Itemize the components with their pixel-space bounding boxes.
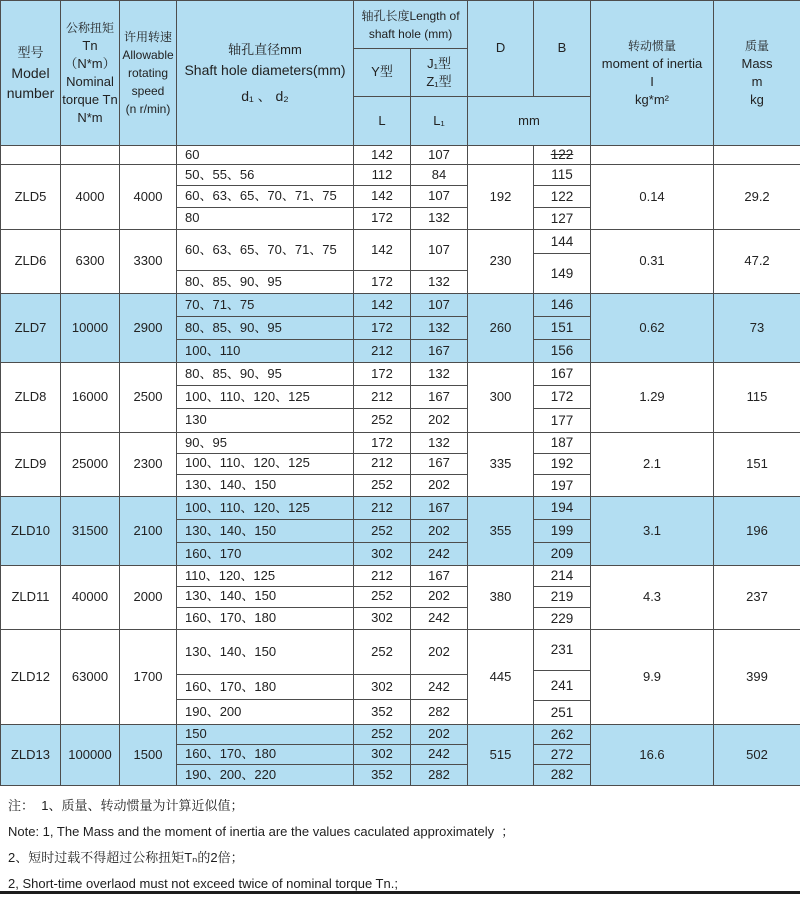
length-L1-cell: 107 [411, 146, 468, 165]
torque-en1: Nominal [61, 73, 119, 91]
shaft-diameters-cell: 80、85、90、95 [177, 363, 354, 386]
B-cell [534, 146, 591, 165]
B-cell [534, 294, 591, 363]
z-type: Z₁型 [411, 73, 467, 91]
note-line-cn-2: 2、短时过载不得超过公称扭矩Tₙ的2倍； [8, 845, 792, 871]
B-value: 209 [534, 543, 590, 565]
shaft-diameters-cell: 130、140、150 [177, 474, 354, 496]
table-row [1, 433, 800, 454]
length-L-cell: 172 [354, 207, 411, 229]
speed-cell: 2100 [120, 497, 177, 566]
speed-cell: 1500 [120, 725, 177, 786]
shaft-symbols: d₁ 、 d₂ [177, 86, 353, 106]
note-line-cn-1: 注： 1、质量、转动惯量为计算近似值； [8, 793, 792, 819]
shaft-diameters-cell: 80 [177, 207, 354, 229]
D-cell: 260 [468, 294, 534, 363]
length-L1-cell: 242 [411, 543, 468, 566]
j-type: J₁型 [411, 55, 467, 73]
mass-cell: 73 [714, 294, 800, 363]
length-L1-cell: 282 [411, 700, 468, 725]
torque-cell: 4000 [61, 165, 120, 230]
model-cell: ZLD5 [1, 165, 61, 230]
inertia-cell: 9.9 [591, 630, 714, 725]
mass-en: Mass [714, 55, 800, 73]
B-value: 229 [534, 608, 590, 629]
shaft-diameters-cell: 160、170 [177, 543, 354, 566]
shaft-diameters-cell: 100、110 [177, 340, 354, 363]
mass-cell: 237 [714, 566, 800, 630]
B-value: 115 [534, 165, 590, 186]
col-header-L: L [354, 97, 411, 146]
length-L1-cell: 242 [411, 675, 468, 700]
B-value: 127 [534, 208, 590, 229]
length-L-cell: 212 [354, 497, 411, 520]
length-L-cell: 302 [354, 543, 411, 566]
speed-cell: 2500 [120, 363, 177, 433]
B-cell [534, 165, 591, 230]
length-L1-cell: 202 [411, 408, 468, 432]
D-cell: 230 [468, 230, 534, 294]
B-value: 214 [534, 566, 590, 587]
D-cell: 380 [468, 566, 534, 630]
length-L-cell: 172 [354, 363, 411, 386]
length-L-cell: 212 [354, 385, 411, 408]
model-cell: ZLD9 [1, 433, 61, 497]
B-value: 151 [534, 317, 590, 340]
B-value: 144 [534, 230, 590, 254]
B-cell [534, 725, 591, 786]
shaft-diameters-cell: 160、170、180 [177, 607, 354, 629]
torque-cell: 100000 [61, 725, 120, 786]
length-L-cell: 142 [354, 185, 411, 207]
shaft-diameters-cell: 130、140、150 [177, 520, 354, 543]
B-cell [534, 363, 591, 433]
torque-cell [61, 146, 120, 165]
inertia-en: moment of inertia [591, 55, 713, 73]
length-L1-cell: 132 [411, 317, 468, 340]
torque-cell: 63000 [61, 630, 120, 725]
length-L1-cell: 167 [411, 497, 468, 520]
inertia-cell: 3.1 [591, 497, 714, 566]
table-row [1, 146, 800, 165]
model-cell: ZLD10 [1, 497, 61, 566]
B-cell [534, 566, 591, 630]
length-L1-cell: 242 [411, 744, 468, 764]
shaft-diameters-cell: 100、110、120、125 [177, 385, 354, 408]
shaft-diameters-cell: 90、95 [177, 433, 354, 454]
inertia-cell: 16.6 [591, 725, 714, 786]
col-header-model-en1: Model [1, 63, 60, 83]
speed-cell: 2000 [120, 566, 177, 630]
mass-cell: 399 [714, 630, 800, 725]
mass-cell [714, 146, 800, 165]
shaft-cn: 轴孔直径mm [177, 40, 353, 60]
length-L-cell: 252 [354, 630, 411, 675]
col-header-mass [714, 1, 800, 146]
mass-cell: 151 [714, 433, 800, 497]
mass-symbol: m [714, 73, 800, 91]
shaft-diameters-cell: 150 [177, 725, 354, 745]
col-header-L1: L₁ [411, 97, 468, 146]
B-value: 231 [534, 630, 590, 671]
table-row [1, 230, 800, 271]
B-value: 172 [534, 386, 590, 409]
length-L-cell: 252 [354, 520, 411, 543]
model-cell: ZLD8 [1, 363, 61, 433]
speed-cell [120, 146, 177, 165]
speed-cn: 许用转速 [120, 28, 176, 46]
table-row [1, 725, 800, 745]
inertia-cn: 转动惯量 [591, 37, 713, 55]
D-cell: 445 [468, 630, 534, 725]
table-row [1, 630, 800, 675]
length-L-cell: 252 [354, 586, 411, 607]
torque-cell: 31500 [61, 497, 120, 566]
length-L-cell: 302 [354, 744, 411, 764]
D-cell: 192 [468, 165, 534, 230]
torque-cell: 40000 [61, 566, 120, 630]
shaft-diameters-cell: 160、170、180 [177, 675, 354, 700]
model-cell: ZLD7 [1, 294, 61, 363]
B-cell [534, 433, 591, 497]
torque-cell: 6300 [61, 230, 120, 294]
col-header-model-cn: 型号 [1, 43, 60, 63]
col-header-model [1, 1, 61, 146]
length-L1-cell: 282 [411, 764, 468, 785]
length-L-cell: 142 [354, 294, 411, 317]
torque-unit: N*m [61, 109, 119, 127]
table-row [1, 566, 800, 587]
B-value: 219 [534, 587, 590, 608]
length-L-cell: 112 [354, 165, 411, 186]
length-L1-cell: 202 [411, 630, 468, 675]
table-row [1, 294, 800, 317]
D-cell: 355 [468, 497, 534, 566]
notes [0, 786, 800, 894]
length-L1-cell: 132 [411, 433, 468, 454]
mass-unit: kg [714, 91, 800, 109]
length-L-cell: 302 [354, 607, 411, 629]
length-L-cell: 172 [354, 317, 411, 340]
length-L-cell: 172 [354, 271, 411, 294]
D-cell: 515 [468, 725, 534, 786]
col-header-B: B [534, 1, 591, 97]
B-value: 177 [534, 409, 590, 432]
length-L-cell: 142 [354, 146, 411, 165]
torque-cell: 25000 [61, 433, 120, 497]
mass-cell: 47.2 [714, 230, 800, 294]
col-header-jz-type [411, 49, 468, 97]
length-L-cell: 212 [354, 453, 411, 474]
length-L1-cell: 202 [411, 474, 468, 496]
length-L1-cell: 167 [411, 453, 468, 474]
shaft-diameters-cell: 190、200、220 [177, 764, 354, 785]
col-header-shaft-length-group [354, 1, 468, 49]
shaft-diameters-cell: 70、71、75 [177, 294, 354, 317]
length-L1-cell: 107 [411, 294, 468, 317]
B-value: 272 [534, 745, 590, 765]
length-L-cell: 172 [354, 433, 411, 454]
torque-sym: Tn（N*m） [61, 37, 119, 73]
B-value: 199 [534, 520, 590, 543]
shaft-diameters-cell: 80、85、90、95 [177, 271, 354, 294]
table-row [1, 363, 800, 386]
length-L1-cell: 202 [411, 586, 468, 607]
inertia-cell: 0.31 [591, 230, 714, 294]
length-L1-cell: 202 [411, 725, 468, 745]
length-L1-cell: 132 [411, 271, 468, 294]
inertia-cell: 2.1 [591, 433, 714, 497]
B-value: 251 [534, 701, 590, 724]
length-L1-cell: 167 [411, 340, 468, 363]
B-cell [534, 497, 591, 566]
length-L1-cell: 107 [411, 185, 468, 207]
length-L-cell: 352 [354, 764, 411, 785]
shaft-diameters-cell: 130、140、150 [177, 630, 354, 675]
table-row [1, 165, 800, 186]
B-cell [534, 230, 591, 294]
inertia-unit: kg*m² [591, 91, 713, 109]
length-L1-cell: 84 [411, 165, 468, 186]
table-header [1, 1, 800, 146]
length-L1-cell: 242 [411, 607, 468, 629]
inertia-cell: 4.3 [591, 566, 714, 630]
shaft-diameters-cell: 60、63、65、70、71、75 [177, 230, 354, 271]
D-cell [468, 146, 534, 165]
B-value: 156 [534, 340, 590, 362]
model-cell [1, 146, 61, 165]
col-header-model-en2: number [1, 83, 60, 103]
B-value: 262 [534, 725, 590, 745]
model-cell: ZLD13 [1, 725, 61, 786]
col-header-speed [120, 1, 177, 146]
col-header-D: D [468, 1, 534, 97]
inertia-cell: 0.14 [591, 165, 714, 230]
length-L-cell: 352 [354, 700, 411, 725]
model-cell: ZLD6 [1, 230, 61, 294]
length-L-cell: 142 [354, 230, 411, 271]
mass-cell: 115 [714, 363, 800, 433]
col-header-torque [61, 1, 120, 146]
shaft-diameters-cell: 160、170、180 [177, 744, 354, 764]
length-L1-cell: 167 [411, 385, 468, 408]
inertia-symbol: I [591, 73, 713, 91]
B-value: 122 [534, 186, 590, 208]
shaft-diameters-cell: 100、110、120、125 [177, 453, 354, 474]
D-cell: 300 [468, 363, 534, 433]
inertia-cell [591, 146, 714, 165]
B-value: 122 [534, 146, 590, 164]
length-L1-cell: 132 [411, 363, 468, 386]
torque-cell: 10000 [61, 294, 120, 363]
D-cell: 335 [468, 433, 534, 497]
B-value: 282 [534, 765, 590, 785]
shaft-diameters-cell: 80、85、90、95 [177, 317, 354, 340]
length-L1-cell: 132 [411, 207, 468, 229]
length-L-cell: 252 [354, 408, 411, 432]
B-value: 192 [534, 454, 590, 475]
col-header-y-type: Y型 [354, 49, 411, 97]
mass-cell: 29.2 [714, 165, 800, 230]
torque-cell: 16000 [61, 363, 120, 433]
length-line1: 轴孔长度Length of [354, 7, 467, 25]
length-L-cell: 252 [354, 725, 411, 745]
speed-cell: 1700 [120, 630, 177, 725]
speed-en3: speed [120, 82, 176, 100]
speed-unit: (n r/min) [120, 100, 176, 118]
shaft-diameters-cell: 130、140、150 [177, 586, 354, 607]
model-cell: ZLD11 [1, 566, 61, 630]
table-body [1, 146, 800, 786]
length-L-cell: 252 [354, 474, 411, 496]
speed-cell: 2300 [120, 433, 177, 497]
shaft-diameters-cell: 60 [177, 146, 354, 165]
speed-en2: rotating [120, 64, 176, 82]
note-line-en-2: 2, Short-time overlaod must not exceed twice of nominal torque Tn.; [8, 871, 792, 897]
torque-cn: 公称扭矩 [61, 19, 119, 37]
B-value: 241 [534, 671, 590, 701]
B-value: 194 [534, 497, 590, 520]
length-L1-cell: 202 [411, 520, 468, 543]
length-L1-cell: 167 [411, 566, 468, 587]
torque-en2: torque Tn [61, 91, 119, 109]
B-value: 187 [534, 433, 590, 454]
B-cell [534, 630, 591, 725]
B-value: 197 [534, 475, 590, 496]
length-L-cell: 212 [354, 340, 411, 363]
speed-cell: 3300 [120, 230, 177, 294]
col-header-shaft-diameters [177, 1, 354, 146]
shaft-diameters-cell: 50、55、56 [177, 165, 354, 186]
inertia-cell: 1.29 [591, 363, 714, 433]
length-line2: shaft hole (mm) [354, 25, 467, 43]
B-value: 149 [534, 254, 590, 293]
length-L-cell: 212 [354, 566, 411, 587]
mass-cell: 502 [714, 725, 800, 786]
col-header-inertia [591, 1, 714, 146]
note-line-en-1: Note: 1, The Mass and the moment of inertia are the values caculated approximately ； [8, 819, 792, 845]
mass-cell: 196 [714, 497, 800, 566]
speed-cell: 2900 [120, 294, 177, 363]
B-value: 146 [534, 294, 590, 317]
shaft-diameters-cell: 60、63、65、70、71、75 [177, 185, 354, 207]
length-L-cell: 302 [354, 675, 411, 700]
speed-cell: 4000 [120, 165, 177, 230]
shaft-diameters-cell: 130 [177, 408, 354, 432]
col-header-mm: mm [468, 97, 591, 146]
speed-en1: Allowable [120, 46, 176, 64]
table-row [1, 497, 800, 520]
shaft-en: Shaft hole diameters(mm) [177, 60, 353, 80]
shaft-diameters-cell: 110、120、125 [177, 566, 354, 587]
inertia-cell: 0.62 [591, 294, 714, 363]
B-value: 167 [534, 363, 590, 386]
mass-cn: 质量 [714, 37, 800, 55]
length-L1-cell: 107 [411, 230, 468, 271]
shaft-diameters-cell: 100、110、120、125 [177, 497, 354, 520]
model-cell: ZLD12 [1, 630, 61, 725]
shaft-diameters-cell: 190、200 [177, 700, 354, 725]
